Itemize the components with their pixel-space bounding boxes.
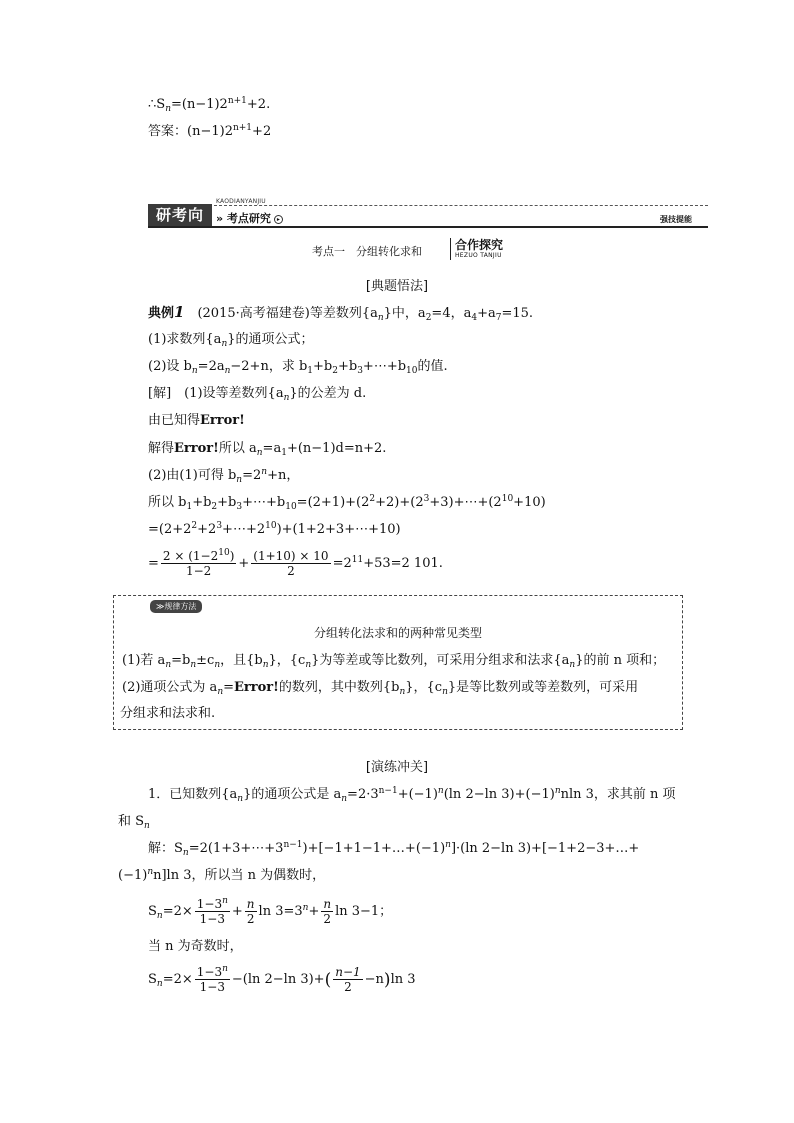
solution-line: [解] (1)设等差数列$\{a_n\}$的公差为 d. — [148, 386, 367, 403]
example-statement: 典例1 (2015·高考福建卷)等差数列$\{a_n\}$中，$a_2=4$，$a_4+a_7=15$. — [148, 303, 534, 323]
play-arrow-icon: ▸ — [274, 215, 283, 224]
topic-tag: 合作探究 HEZUO TANJIU — [450, 238, 503, 260]
topic-title: 考点一 分组转化求和 — [312, 245, 422, 258]
fraction: $\frac{n-1}{2}$ — [335, 965, 361, 994]
divider — [148, 226, 708, 228]
solution-line: 由已知得Error! — [148, 413, 245, 428]
exercise-statement-cont: 和 $S_n$ — [118, 814, 150, 831]
answer-line: 当 n 为奇数时， — [148, 939, 243, 954]
result-line: $\therefore S_n=(n-1)2^{n+1}+2$. — [148, 96, 271, 114]
section-header-band — [148, 200, 708, 228]
solution-line: (2)由(1)可得 $b_n=2^n+n$， — [148, 467, 300, 485]
fraction: $\frac{n}{2}$ — [323, 897, 332, 926]
fraction: $\frac{n}{2}$ — [246, 897, 255, 926]
answer-line: $(-1)^nn]\ln$ 3，所以当 n 为偶数时， — [118, 867, 326, 883]
solution-line: 所以 $b_1+b_2+b_3+\cdots+b_{10}=(2+1)+(2^2+2)+(2^3+3)+\cdots+(2^{10}+10)$ — [148, 494, 546, 512]
section-subtitle: 强技提能 — [660, 215, 692, 224]
exercise-statement: 1．已知数列$\{a_n\}$的通项公式是 $a_n=2\cdot 3^{n-1}+(-1)^n(\ln$ 2−ln $3)+(-1)^nnln$ 3，求其前 n 项 — [148, 786, 676, 804]
method-point-2-cont: 分组求和法求和. — [120, 706, 216, 721]
fraction: $\frac{2 \times (1-2^{10})}{1-2}$ — [162, 548, 235, 578]
section-pinyin: KAODIANYANJIU — [216, 198, 266, 205]
answer-even-case: $S_n=2\times$ $\frac{1-3^n}{1-3}$ + $\frac{n}{2}$ $\ln 3=3^n+$ $\frac{n}{2}$ ln 3−1； — [148, 896, 393, 926]
solution-line: 解得Error!所以 $a_n=a_1+(n-1)d=n+2$. — [148, 441, 387, 458]
fraction: $\frac{(1+10) \times 10}{2}$ — [253, 549, 329, 578]
solution-result: = $\frac{2 \times (1-2^{10})}{1-2}$ + $\frac{(1+10) \times 10}{2}$ $=2^{11}+53=2$ 101. — [148, 548, 443, 578]
fraction: $\frac{1-3^n}{1-3}$ — [196, 896, 228, 926]
question-1: (1)求数列$\{a_n\}$的通项公式； — [148, 332, 314, 349]
fraction: $\frac{1-3^n}{1-3}$ — [196, 964, 228, 994]
divider — [214, 205, 708, 206]
question-2: (2)设 $b_n=2a_n-2+n$，求 $b_1+b_2+b_3+\cdots+b_{10}$的值. — [148, 359, 448, 376]
answer-odd-case: $S_n=2\times$ $\frac{1-3^n}{1-3}$ −(ln 2−ln 3)+( $\frac{n-1}{2}$ −n)ln 3 — [148, 964, 416, 994]
answer-line: 答案：$(n-1)2^{n+1}+2$ — [148, 123, 272, 139]
method-box — [113, 595, 683, 730]
section-title: » 考点研究 ▸ — [216, 210, 283, 226]
section-heading: [演练冲关] — [365, 760, 429, 775]
section-heading: [典题悟法] — [365, 279, 429, 294]
solution-line: $=(2+2^2+2^3+\cdots+2^{10})+(1+2+3+\cdots+10)$ — [148, 521, 401, 537]
method-tag: ≫规律方法 — [150, 600, 202, 613]
method-point-2: (2)通项公式为 $a_n=Error$!的数列，其中数列$\{b_n\}$，$\{c_n\}$是等比数列或等差数列，可采用 — [122, 680, 639, 697]
method-title: 分组转化法求和的两种常见类型 — [313, 626, 482, 640]
method-point-1: (1)若 $a_n=b_n\pm c_n$，且$\{b_n\}$，$\{c_n\}$为等差或等比数列，可采用分组求和法求$\{a_n\}$的前 n 项和； — [122, 653, 666, 670]
section-badge: 研考向 — [148, 204, 212, 226]
answer-line: 解：$S_n=2(1+3+\cdots+3^{n-1})+[-1+1-1+\dots+(-1)^n]\cdot(\ln$ 2−ln 3)+[−1+2−3+…+ — [148, 840, 640, 858]
